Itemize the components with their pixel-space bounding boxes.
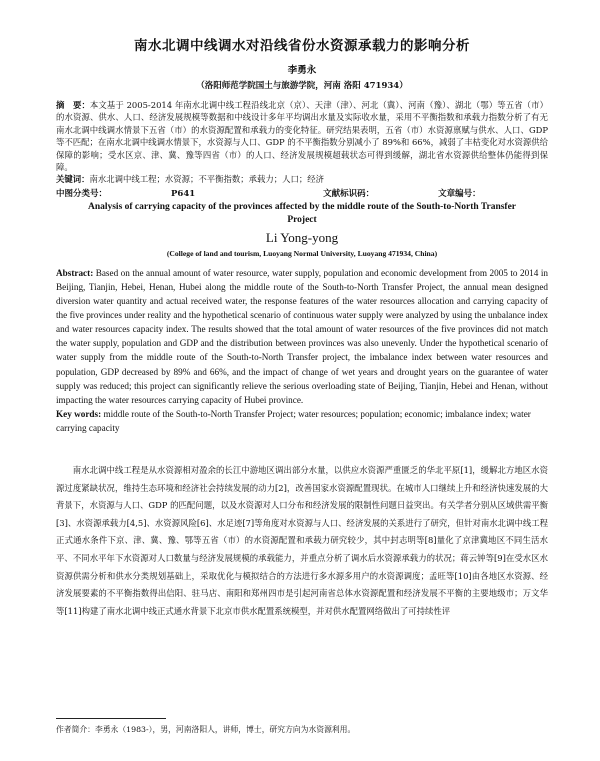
cn-abstract [56,99,548,173]
cn-keywords-text: 南水北调中线工程；水资源；不平衡指数；承载力；人口；经济 [89,174,324,185]
class-number-value: P641 [171,188,196,199]
en-abstract-text: Based on the annual amount of water resource, water supply, population and economic development from 2005 to 2014 in Beijing, Tianjin, Hebei, Henan, Hubei along the middle route of the South-to-North Transfer Project, the annual mean designed diversion water quantity and actual received water, the response features of the water resources allocation and carrying capacity of the five provinces under reality and the hypothetical scenario of continuous water supply were analyzed by using the unbalance index and water resources capacity index. The results showed that the total amount of water resources of the five provinces did not match the water supply, population and GDP and the distribution between provinces was also unevenly. Under the hypothetical scenario of water supply from the middle route of the South-to-North Transfer project, the imbalance index between water resources and population, GDP decreased by 89% and 66%, and the impact of change of wet years and drought years on the guarantee of water supply was reduced; this project can significantly relieve the serious overloading state of Beijing, Tianjin, Hebei and Henan, without impacting the water resources carrying capacity of Hubei province. [56,267,548,405]
en-keywords-text: middle route of the South-to-North Transfer Project; water resources; population; economic; imbalance index; water carrying capacity [56,408,531,433]
article-number-label: 文章编号： [438,188,481,199]
cn-abstract-label: 摘 要： [56,100,90,110]
author-footnote: 作者简介：李勇永（1983-），男，河南洛阳人，讲师，博士，研究方向为水资源利用。 [56,725,356,734]
doc-code-label: 文献标识码： [323,188,375,199]
en-author: Li Yong-yong [265,229,339,245]
en-keywords-label: Key words: [56,408,102,419]
cn-title: 南水北调中线调水对沿线省份水资源承载力的影响分析 [134,38,470,54]
en-title: Analysis of carrying capacity of the provinces affected by the middle route of the South-to-North Transfer Project [87,201,517,225]
cn-abstract-text: 本文基于 2005-2014 年南水北调中线工程沿线北京（京）、天津（津）、河北（冀）、河南（豫）、湖北（鄂）等五省（市）的水资源、供水、人口、经济发展规模等数据和中线设计多年平均调出水量及实际收水量，采用不平衡指数和承载力指数分析了有无南水北调中线调水情景下五省（市）的水资源配置和承载力的变化特征。研究结果表明，五省（市）水资源禀赋与供水、人口、GDP 等不匹配；在南水北调中线调水情景下，水资源与人口、GDP 的不平衡指数分别减小了 89%和 66%，减弱了丰枯变化对水资源供给保障的影响；受水区京、津、冀、豫等四省（市）的人口、经济发展规模超载状态可得到缓解，湖北省水资源供给整体仍能得到保障。 [56,100,549,173]
footnote-divider [56,718,166,719]
en-keywords [56,407,548,435]
classification-row [56,187,548,199]
class-number [56,187,259,199]
en-abstract [56,266,548,407]
cn-keywords [56,173,548,185]
en-affiliation: (College of land and tourism, Luoyang Normal University, Luoyang 471934, China) [166,248,438,258]
cn-author: 李勇永 [287,65,317,76]
en-abstract-label: Abstract: [56,267,94,278]
class-number-label: 中图分类号： [56,188,108,199]
body-paragraph: 南水北调中线工程是从水资源相对盈余的长江中游地区调出部分水量，以供应水资源严重匮乏的华北平原[1]，缓解北方地区水资源过度紧缺状况，维持生态环境和经济社会持续发展的动力[2]，改善国家水资源配置现状。在城市人口继续上升和经济快速发展的大背景下，水资源与人口、GDP 的匹配问题，以及水资源对人口分布和经济发展的限制性问题日益突出。有关学者分别从区域供需平衡[3]、水资源承载力[4,5]、水资源风险[6]、水足迹[7]等角度对水资源与人口、经济发展的关系进行了研究，但针对南水北调中线工程正式通水条件下京、津、冀、豫、鄂等五省（市）的水资源配置和承载力研究较少，其中封志明等[8]量化了京津冀地区不同生活水平、不同水平年下水资源对人口数量与经济发展规模的承载能力，并重点分析了调水后水资源承载力的状况；蒋云钟等[9]在受水区水资源供需分析和供水分类规划基础上，采取优化与模拟结合的方法进行多水源多用户的水资源调度；孟旺等[10]由各地区水资源、经济发展要素的不平衡指数得出信阳、驻马店、南阳和郑州四市是引起河南省总体水资源配置和经济发展不平衡的主要地级市；万文华等[11]构建了南水北调中线正式通水背景下北京市供水配置系统模型，并对供水配置网络做出了可持续性评 [56,464,548,616]
cn-affiliation: （洛阳师范学院国土与旅游学院，河南 洛阳 471934） [196,81,408,91]
cn-keywords-label: 关键词： [56,174,90,185]
